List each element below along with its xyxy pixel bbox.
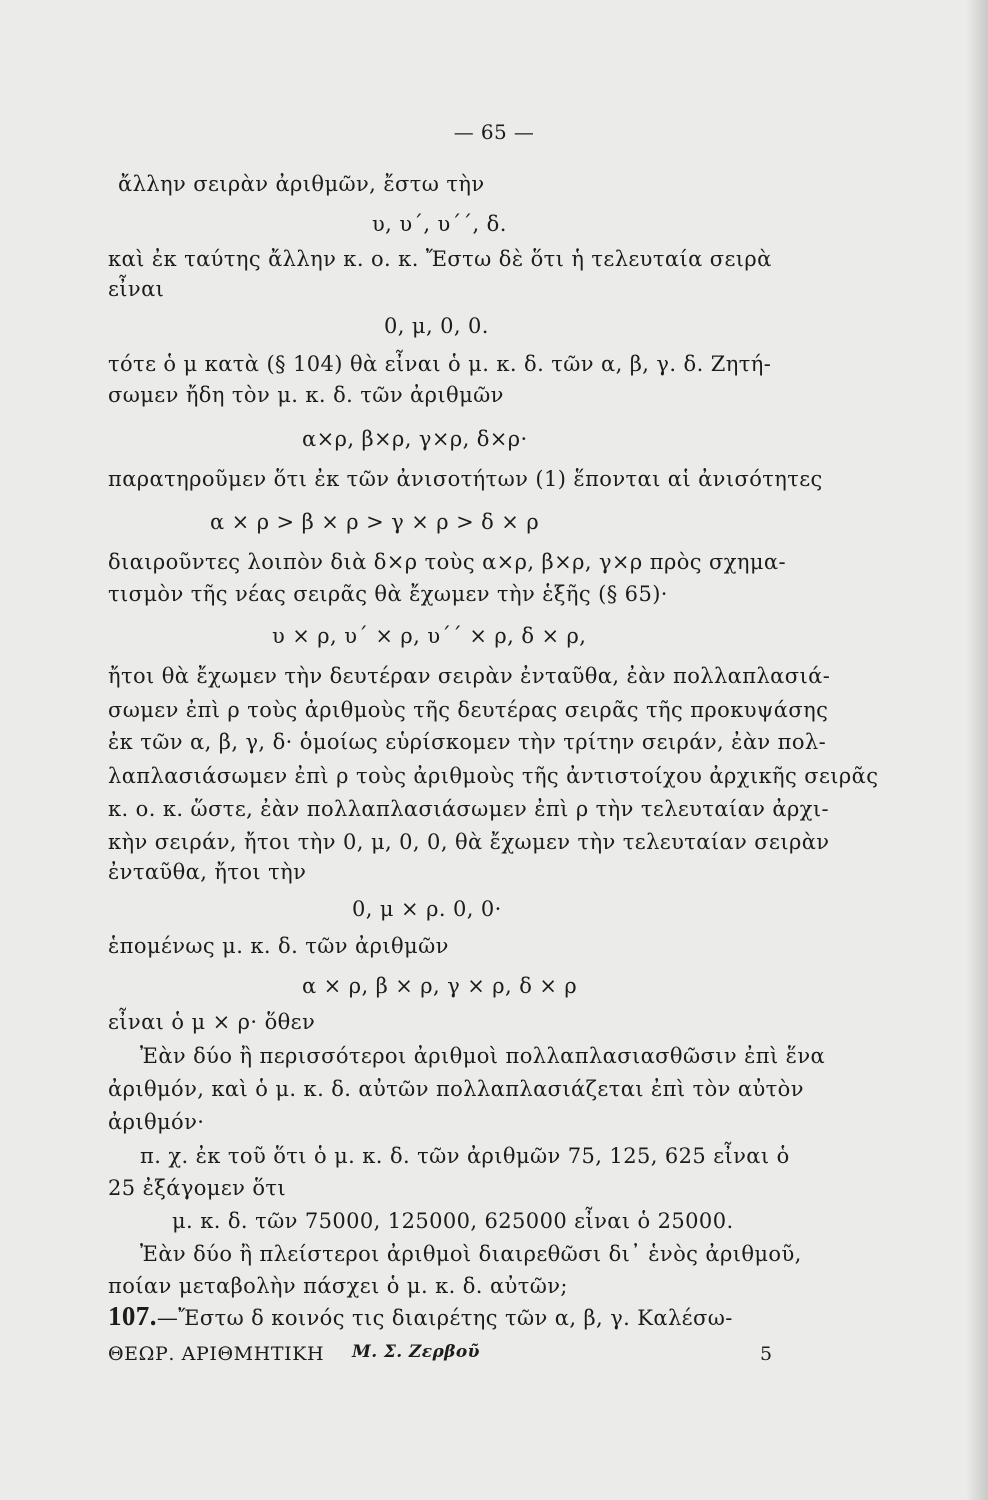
formula-line: α×ρ, β×ρ, γ×ρ, δ×ρ· (302, 427, 528, 451)
formula-line: μ. κ. δ. τῶν 75000, 125000, 625000 εἶναι ὁ 25000. (172, 1209, 734, 1233)
text-line: ἤτοι θὰ ἔχωμεν τὴν δευτέραν σειρὰν ἐνταῦθα, ἐὰν πολλαπλασιά- (108, 664, 831, 688)
footer-author: Μ. Σ. Ζερβοῦ (352, 1342, 480, 1362)
text-line: ἄλλην σειρὰν ἀριθμῶν, ἔστω τὴν (118, 172, 485, 196)
formula-line: υ × ρ, υ΄ × ρ, υ΄΄ × ρ, δ × ρ, (272, 624, 587, 648)
text-line: λαπλασιάσωμεν ἐπὶ ρ τοὺς ἀριθμοὺς τῆς ἀντιστοίχου ἀρχικῆς σειρᾶς (108, 764, 879, 788)
footer-signature: 5 (760, 1343, 773, 1365)
text-line: ἀριθμόν· (108, 1110, 205, 1134)
text-line: κ. ο. κ. ὥστε, ἐὰν πολλαπλασιάσωμεν ἐπὶ ρ τὴν τελευταίαν ἀρχι- (108, 797, 829, 821)
text-line: ἐκ τῶν α, β, γ, δ· ὁμοίως εὑρίσκομεν τὴν τρίτην σειράν, ἐὰν πολ- (108, 730, 827, 754)
text-line: εἶναι (108, 277, 165, 301)
text-line: ἐνταῦθα, ἤτοι τὴν (108, 860, 307, 884)
text-line: σωμεν ἤδη τὸν μ. κ. δ. τῶν ἀριθμῶν (108, 383, 504, 407)
text-line: τισμὸν τῆς νέας σειρᾶς θὰ ἔχωμεν τὴν ἑξῆς (§ 65)· (108, 582, 668, 606)
text-line: παρατηροῦμεν ὅτι ἐκ τῶν ἀνισοτήτων (1) ἕπονται αἱ ἀνισότητες (108, 467, 823, 491)
formula-line: α × ρ, β × ρ, γ × ρ, δ × ρ (302, 974, 578, 998)
text-line: υ, υ΄, υ΄΄, δ. (372, 212, 507, 236)
page-edge-shadow (966, 0, 988, 1500)
section-line (108, 1302, 733, 1332)
text-line: εἶναι ὁ μ × ρ· ὅθεν (108, 1010, 316, 1034)
section-text: —Ἔστω δ κοινός τις διαιρέτης τῶν α, β, γ. Καλέσω- (156, 1306, 733, 1330)
section-number: 107. (108, 1301, 157, 1331)
formula-line: α × ρ > β × ρ > γ × ρ > δ × ρ (210, 510, 540, 534)
text-line: ἑπομένως μ. κ. δ. τῶν ἀριθμῶν (108, 934, 449, 958)
formula-line: 0, μ × ρ. 0, 0· (352, 897, 502, 921)
text-line: 0, μ, 0, 0. (384, 314, 489, 338)
text-line: ποίαν μεταβολὴν πάσχει ὁ μ. κ. δ. αὐτῶν; (108, 1274, 568, 1298)
text-line: Ἐὰν δύο ἢ πλείστεροι ἀριθμοὶ διαιρεθῶσι δι᾽ ἑνὸς ἀριθμοῦ, (140, 1242, 802, 1266)
text-line: καὶ ἐκ ταύτης ἄλλην κ. ο. κ. Ἔστω δὲ ὅτι ἡ τελευταία σειρὰ (108, 247, 772, 271)
text-line: Ἐὰν δύο ἢ περισσότεροι ἀριθμοὶ πολλαπλασιασθῶσιν ἐπὶ ἕνα (140, 1044, 826, 1068)
text-line: ἀριθμόν, καὶ ὁ μ. κ. δ. αὐτῶν πολλαπλασιάζεται ἐπὶ τὸν αὐτὸν (108, 1077, 804, 1101)
text-line: π. χ. ἐκ τοῦ ὅτι ὁ μ. κ. δ. τῶν ἀριθμῶν 75, 125, 625 εἶναι ὁ (140, 1144, 790, 1168)
text-line: τότε ὁ μ κατὰ (§ 104) θὰ εἶναι ὁ μ. κ. δ. τῶν α, β, γ. δ. Ζητή- (108, 352, 772, 376)
text-line: διαιροῦντες λοιπὸν διὰ δ×ρ τοὺς α×ρ, β×ρ, γ×ρ πρὸς σχημα- (108, 550, 786, 574)
text-line: 25 ἐξάγομεν ὅτι (108, 1176, 287, 1200)
text-line: κὴν σειράν, ἤτοι τὴν 0, μ, 0, 0, θὰ ἔχωμεν τὴν τελευταίαν σειρὰν (108, 830, 830, 854)
page-number: — 65 — (453, 120, 535, 144)
footer-title: ΘΕΩΡ. ΑΡΙΘΜΗΤΙΚΗ (108, 1343, 325, 1365)
text-line: σωμεν ἐπὶ ρ τοὺς ἀριθμοὺς τῆς δευτέρας σειρᾶς τῆς προκυψάσης (108, 698, 829, 722)
